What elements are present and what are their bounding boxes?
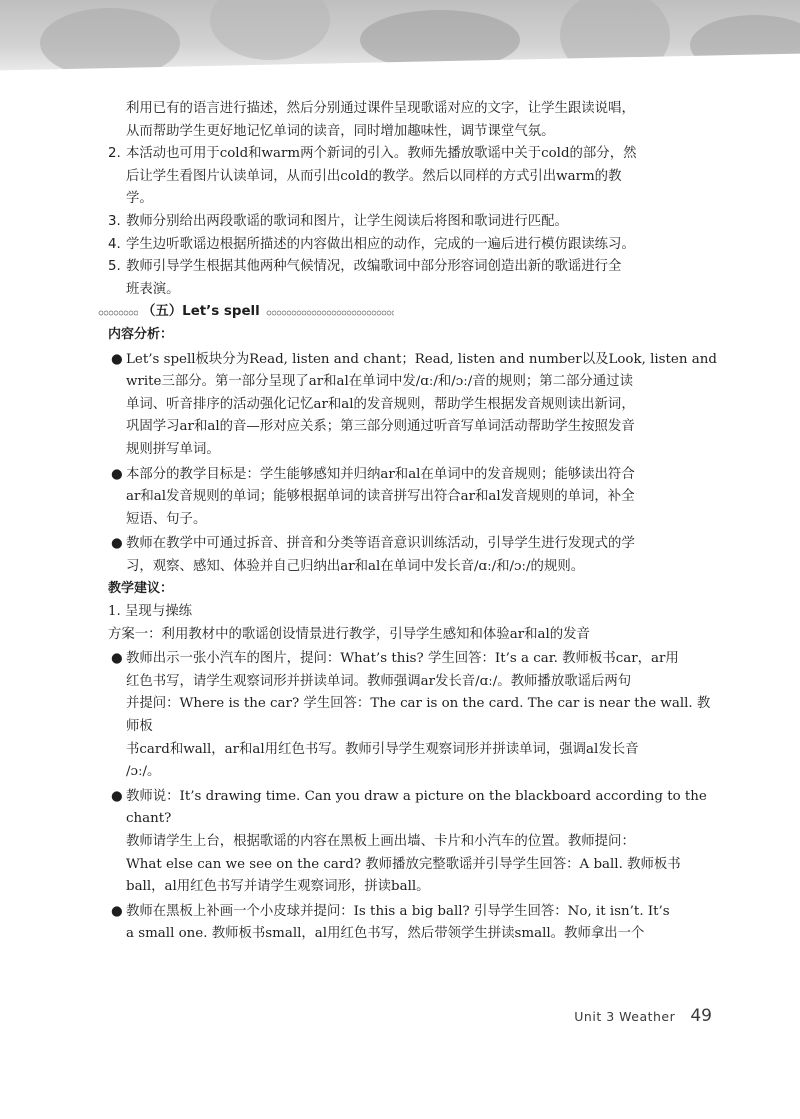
text-line: write三部分。第一部分呈现了ar和al在单词中发/ɑː/和/ɔː/音的规则；第二部分通过读	[126, 374, 633, 390]
page-footer	[0, 1006, 712, 1026]
text-line: 教师分别给出两段歌谣的歌词和图片，让学生阅读后将图和歌词进行匹配。	[126, 213, 568, 229]
bullet-icon: ●	[111, 466, 123, 482]
analysis-bullet-1	[108, 349, 718, 462]
text-line: 从而帮助学生更好地记忆单词的读音，同时增加趣味性，调节课堂气氛。	[126, 123, 555, 139]
analysis-bullet-2	[108, 464, 718, 532]
item-number: 4.	[108, 236, 121, 252]
numbered-item-2	[108, 143, 718, 211]
text-line: 教师在黑板上补画一个小皮球并提问：Is this a big ball? 引导学生回答：No, it isn’t. It’s	[126, 903, 670, 919]
bullet-icon: ●	[111, 536, 123, 552]
analysis-bullet-3	[108, 533, 718, 578]
suggestion-bullet-2	[108, 786, 718, 899]
suggestion-bullet-1	[108, 648, 718, 784]
text-line: 后让学生看图片认读单词，从而引出cold的教学。然后以同样的方式引出warm的教	[126, 168, 622, 184]
text-line: 教师引导学生根据其他两种气候情况，改编歌词中部分形容词创造出新的歌谣进行全	[126, 259, 622, 275]
text-line: 并提问：Where is the car? 学生回答：The car is on the card. The car is near the wall. 教师板	[126, 696, 711, 735]
text-line: 单词、听音排序的活动强化记忆ar和al的发音规则，帮助学生根据发音规则读出新词，	[126, 396, 635, 412]
page-number: 49	[690, 1006, 712, 1026]
ornament-right	[266, 310, 394, 316]
text-line: a small one. 教师板书small，al用红色书写，然后带领学生拼读small。教师拿出一个	[126, 926, 645, 942]
section-title-text: （五）Let’s spell	[142, 304, 260, 320]
text-line: 利用已有的语言进行描述，然后分别通过课件呈现歌谣对应的文字，让学生跟读说唱，	[126, 101, 635, 116]
text-line: 本部分的教学目标是：学生能够感知并归纳ar和al在单词中的发音规则；能够读出符合	[126, 466, 635, 482]
bullet-icon: ●	[111, 351, 123, 367]
text-line: 规则拼写单词。	[126, 441, 220, 457]
text-line: 学。	[126, 191, 153, 207]
numbered-item-3	[108, 211, 718, 234]
text-line: ar和al发音规则的单词；能够根据单词的读音拼写出符合ar和al发音规则的单词，补全	[126, 489, 635, 505]
text-line: 教师说：It’s drawing time. Can you draw a picture on the blackboard according to the chant?	[126, 788, 707, 827]
numbered-item-5	[108, 256, 718, 301]
text-line: Let’s spell板块分为Read, listen and chant；Read, listen and number以及Look, listen and	[126, 351, 717, 367]
text-line: 习，观察、感知、体验并自己归纳出ar和al在单词中发长音/ɑː/和/ɔː/的规则。	[126, 558, 585, 574]
numbered-item-4	[108, 234, 718, 257]
intro-continuation	[108, 98, 718, 143]
page-header-decoration	[0, 0, 800, 82]
text-line: /ɔː/。	[126, 764, 161, 780]
bullet-icon: ●	[111, 788, 123, 804]
item-number: 3.	[108, 213, 121, 229]
text-line: 红色书写，请学生观察词形并拼读单词。教师强调ar发长音/ɑː/。教师播放歌谣后两句	[126, 673, 632, 689]
item-number: 5.	[108, 259, 121, 275]
teaching-suggestions-heading: 教学建议：	[108, 581, 174, 597]
text-line: 巩固学习ar和al的音—形对应关系；第三部分则通过听音写单词活动帮助学生按照发音	[126, 419, 635, 435]
text-line: 本活动也可用于cold和warm两个新词的引入。教师先播放歌谣中关于cold的部分，然	[126, 146, 637, 162]
subheading-presentation: 1. 呈现与操练	[108, 604, 192, 620]
bullet-icon: ●	[111, 651, 123, 667]
text-line: What else can we see on the card? 教师播放完整歌谣并引导学生回答：A ball. 教师板书	[126, 856, 681, 872]
content-analysis-heading: 内容分析：	[108, 326, 174, 342]
text-line: 学生边听歌谣边根据所描述的内容做出相应的动作，完成的一遍后进行模仿跟读练习。	[126, 236, 635, 252]
section-title	[98, 301, 718, 324]
page-body	[108, 98, 718, 946]
bullet-icon: ●	[111, 903, 123, 919]
text-line: 教师在教学中可通过拆音、拼音和分类等语音意识训练活动，引导学生进行发现式的学	[126, 536, 635, 552]
suggestion-bullet-3	[108, 901, 718, 946]
text-line: 短语、句子。	[126, 511, 207, 527]
plan-one: 方案一：利用教材中的歌谣创设情景进行教学，引导学生感知和体验ar和al的发音	[108, 626, 590, 642]
text-line: 班表演。	[126, 281, 180, 297]
text-line: 书card和wall，ar和al用红色书写。教师引导学生观察词形并拼读单词，强调al发长音	[126, 741, 639, 757]
ornament-left	[98, 310, 138, 316]
item-number: 2.	[108, 146, 121, 162]
text-line: 教师请学生上台，根据歌谣的内容在黑板上画出墙、卡片和小汽车的位置。教师提问：	[126, 834, 635, 849]
footer-unit-label: Unit 3 Weather	[574, 1009, 676, 1024]
text-line: ball，al用红色书写并请学生观察词形，拼读ball。	[126, 879, 430, 895]
text-line: 教师出示一张小汽车的图片，提问：What’s this? 学生回答：It’s a car. 教师板书car，ar用	[126, 651, 679, 667]
